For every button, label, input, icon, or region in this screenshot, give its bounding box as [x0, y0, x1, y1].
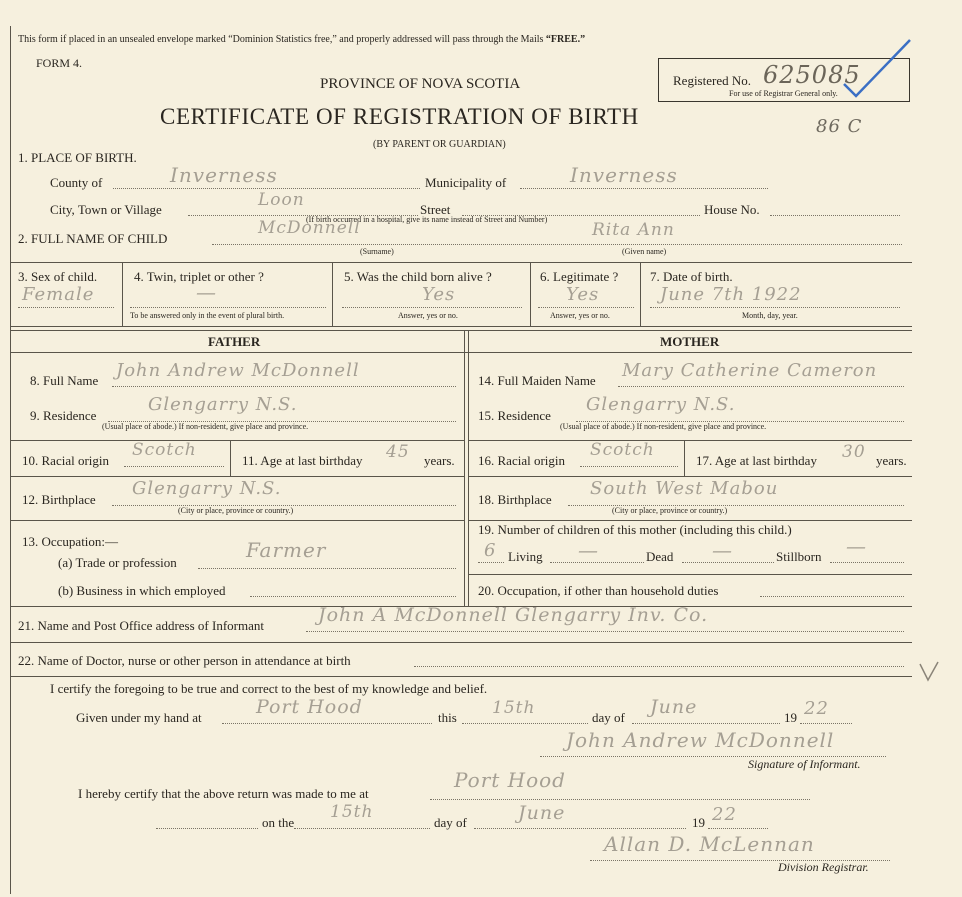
children-label: 19. Number of children of this mother (including this child.) — [478, 522, 792, 537]
mother-residence-note: (Usual place of abode.) If non-resident, give place and province. — [560, 422, 767, 431]
mother-name-value: Mary Catherine Cameron — [622, 360, 878, 381]
registrar-day-of: day of — [434, 815, 467, 830]
father-heading: FATHER — [208, 334, 261, 349]
given-label: Given under my hand at — [76, 710, 202, 725]
stillborn-label: Stillborn — [776, 549, 822, 564]
registrar-month-value: June — [518, 802, 566, 824]
father-age-value: 45 — [386, 442, 410, 462]
registered-label: Registered No. — [673, 73, 751, 88]
given-day-value: 15th — [492, 698, 536, 718]
province-title: PROVINCE OF NOVA SCOTIA — [320, 76, 521, 92]
house-label: House No. — [704, 202, 760, 217]
dead-value: — — [578, 538, 599, 562]
left-border — [10, 26, 11, 894]
legitimate-note: Answer, yes or no. — [550, 311, 610, 320]
registrar-note: For use of Registrar General only. — [729, 89, 838, 98]
informant-signature: John Andrew McDonnell — [566, 728, 835, 752]
mother-racial-value: Scotch — [590, 440, 655, 460]
street-note: (If birth occurred in a hospital, give its name instead of Street and Number) — [306, 215, 548, 224]
father-racial-value: Scotch — [132, 440, 197, 460]
this-label: this — [438, 710, 457, 725]
given-place-value: Port Hood — [256, 696, 363, 718]
county-label: County of — [50, 175, 103, 190]
alive-note: Answer, yes or no. — [398, 311, 458, 320]
street-label: Street — [420, 202, 451, 217]
father-occupation-label: 13. Occupation:— — [22, 534, 119, 549]
given-month-value: June — [650, 696, 698, 718]
county-value: Inverness — [170, 163, 278, 187]
registrar-certify: I hereby certify that the above return was made to me at — [78, 786, 369, 801]
place-of-birth-label: 1. PLACE OF BIRTH. — [18, 150, 137, 165]
given-caption: (Given name) — [622, 247, 667, 256]
blue-check-icon — [840, 36, 914, 100]
registrar-place-value: Port Hood — [454, 768, 566, 792]
father-years: years. — [424, 453, 455, 468]
municipality-label: Municipality of — [425, 175, 507, 190]
alive-value: Yes — [422, 284, 456, 305]
mother-name-label: 14. Full Maiden Name — [478, 373, 596, 388]
living-value: 6 — [484, 540, 497, 561]
child-surname-value: McDonnell — [258, 218, 361, 238]
mother-residence-label: 15. Residence — [478, 408, 551, 423]
surname-caption: (Surname) — [360, 247, 394, 256]
on-the-label: on the — [262, 815, 295, 830]
mail-note: This form if placed in an unsealed envelope marked “Dominion Statistics free,” and properly addressed will pass through the Mails “FREE.” — [18, 34, 586, 45]
date-label: 7. Date of birth. — [650, 269, 733, 284]
informant-signature-caption: Signature of Informant. — [748, 757, 861, 771]
certificate-title: CERTIFICATE OF REGISTRATION OF BIRTH — [160, 104, 639, 129]
child-given-value: Rita Ann — [592, 220, 675, 240]
registrar-signature: Allan D. McLennan — [604, 832, 815, 856]
form-number: FORM 4. — [36, 56, 83, 70]
registered-number: 625085 — [763, 61, 861, 89]
business-label: (b) Business in which employed — [58, 583, 226, 598]
father-name-label: 8. Full Name — [30, 373, 99, 388]
registrar-day-value: 15th — [330, 802, 374, 822]
father-residence-label: 9. Residence — [30, 408, 97, 423]
municipality-value: Inverness — [570, 163, 678, 187]
child-name-label: 2. FULL NAME OF CHILD — [18, 231, 168, 246]
mother-birthplace-label: 18. Birthplace — [478, 492, 552, 507]
legitimate-value: Yes — [566, 284, 600, 305]
registrar-caption: Division Registrar. — [778, 860, 869, 874]
given-year-value: 22 — [804, 698, 829, 719]
mother-age-value: 30 — [842, 442, 866, 462]
certificate-subtitle: (BY PARENT OR GUARDIAN) — [373, 139, 506, 150]
mother-racial-label: 16. Racial origin — [478, 453, 566, 468]
mother-age-label: 17. Age at last birthday — [696, 453, 817, 468]
mother-residence-value: Glengarry N.S. — [586, 394, 736, 415]
informant-label: 21. Name and Post Office address of Informant — [18, 618, 264, 633]
father-residence-note: (Usual place of abode.) If non-resident, give place and province. — [102, 422, 309, 431]
date-value: June 7th 1922 — [660, 284, 802, 305]
twin-label: 4. Twin, triplet or other ? — [134, 269, 264, 284]
father-name-value: John Andrew McDonnell — [116, 360, 360, 381]
mother-birthplace-note: (City or place, province or country.) — [612, 506, 728, 515]
stillborn-value: — — [846, 534, 867, 558]
mother-years: years. — [876, 453, 907, 468]
informant-certify: I certify the foregoing to be true and correct to the best of my knowledge and belief. — [50, 681, 488, 696]
city-label: City, Town or Village — [50, 202, 162, 217]
father-racial-label: 10. Racial origin — [22, 453, 110, 468]
trade-label: (a) Trade or profession — [58, 555, 177, 570]
trade-value: Farmer — [246, 538, 327, 562]
given-day-of: day of — [592, 710, 625, 725]
legitimate-label: 6. Legitimate ? — [540, 269, 619, 284]
twin-value: — — [196, 280, 217, 304]
informant-value: John A McDonnell Glengarry Inv. Co. — [318, 604, 709, 626]
date-note: Month, day, year. — [742, 311, 798, 320]
alive-label: 5. Was the child born alive ? — [344, 269, 492, 284]
father-residence-value: Glengarry N.S. — [148, 394, 298, 415]
given-year-prefix: 19 — [784, 710, 797, 725]
registrar-year-prefix: 19 — [692, 815, 705, 830]
father-age-label: 11. Age at last birthday — [242, 453, 363, 468]
father-birthplace-note: (City or place, province or country.) — [178, 506, 294, 515]
father-birthplace-label: 12. Birthplace — [22, 492, 96, 507]
mother-occupation-label: 20. Occupation, if other than household duties — [478, 583, 719, 598]
city-value: Loon — [258, 190, 305, 210]
pencil-check-icon — [918, 660, 940, 684]
mother-birthplace-value: South West Mabou — [590, 478, 779, 499]
registrar-year-value: 22 — [712, 804, 737, 825]
dead-label: Dead — [646, 549, 674, 564]
dead-second-value: — — [712, 538, 733, 562]
sex-value: Female — [22, 284, 95, 305]
margin-mark: 86 C — [816, 116, 863, 137]
living-label: Living — [508, 549, 543, 564]
twin-note: To be answered only in the event of plural birth. — [130, 311, 285, 320]
sex-label: 3. Sex of child. — [18, 269, 98, 284]
father-birthplace-value: Glengarry N.S. — [132, 478, 282, 499]
doctor-label: 22. Name of Doctor, nurse or other person in attendance at birth — [18, 653, 351, 668]
mother-heading: MOTHER — [660, 334, 720, 349]
